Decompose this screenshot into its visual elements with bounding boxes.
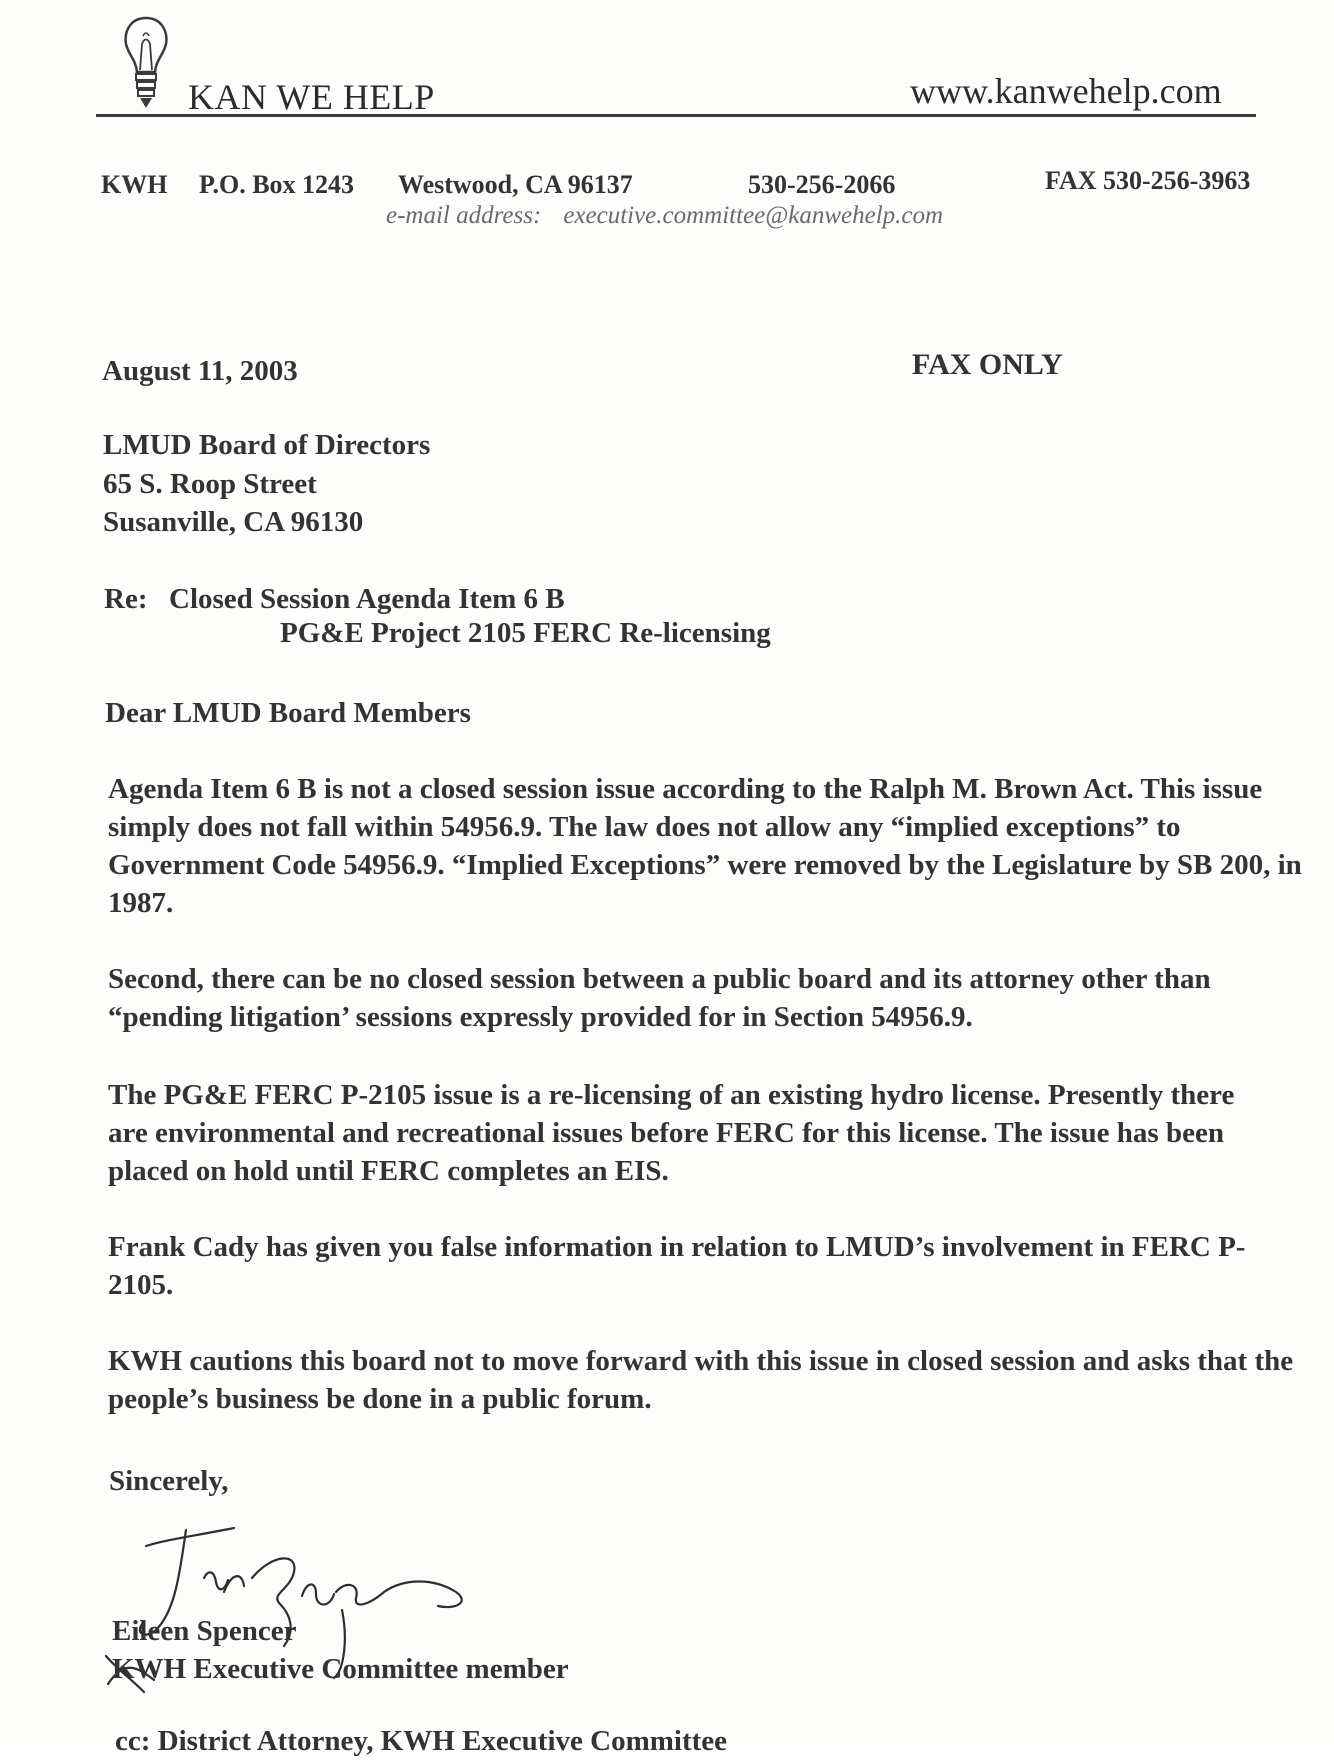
recipient-line: Susanville, CA 96130 <box>103 506 364 538</box>
org-abbr: KWH <box>101 170 168 199</box>
lightbulb-icon <box>120 14 172 114</box>
city-address: Westwood, CA 96137 <box>398 170 633 199</box>
closing: Sincerely, <box>109 1465 229 1497</box>
cc-line: cc: District Attorney, KWH Executive Committee <box>115 1725 728 1757</box>
email-address: executive.committee@kanwehelp.com <box>563 202 944 229</box>
recipient-line: 65 S. Roop Street <box>103 468 317 500</box>
fax-number: FAX 530-256-3963 <box>1045 166 1251 195</box>
body-paragraph: KWH cautions this board not to move forward with this issue in closed session and asks that the people’s business be done in a public forum. <box>108 1345 1294 1415</box>
phone-number: 530-256-2066 <box>748 170 896 199</box>
signer-name: Eileen Spencer <box>112 1615 297 1647</box>
body-paragraph: Agenda Item 6 B is not a closed session issue according to the Ralph M. Brown Act. This issue simply does not fall within 54956.9. The law does not allow any “implied exceptions” to Government Code 54956.9. “Implied Exceptions” were removed by the Legislature by SB 200, in 1987. <box>108 773 1302 919</box>
org-name: KAN WE HELP <box>188 77 435 117</box>
po-box: P.O. Box 1243 <box>199 170 355 199</box>
delivery-method: FAX ONLY <box>912 348 1063 381</box>
letterhead-rule <box>96 114 1256 117</box>
re-subject-line2: PG&E Project 2105 FERC Re-licensing <box>280 617 771 649</box>
recipient-line: LMUD Board of Directors <box>103 429 431 461</box>
re-subject-line1: Closed Session Agenda Item 6 B <box>169 583 565 615</box>
body-paragraph: Frank Cady has given you false information in relation to LMUD’s involvement in FERC P-2105. <box>108 1231 1246 1301</box>
email-label: e-mail address: <box>386 202 542 229</box>
re-label: Re: <box>104 583 148 615</box>
letter-date: August 11, 2003 <box>102 355 298 387</box>
website-url: www.kanwehelp.com <box>910 71 1222 111</box>
email-line <box>386 202 965 230</box>
body-paragraph: The PG&E FERC P-2105 issue is a re-licensing of an existing hydro license. Presently there are environmental and recreational issues before FERC for this license. The issue has been placed on hold until FERC completes an EIS. <box>108 1079 1235 1187</box>
salutation: Dear LMUD Board Members <box>105 697 471 729</box>
body-paragraph: Second, there can be no closed session between a public board and its attorney other than “pending litigation’ sessions expressly provided for in Section 54956.9. <box>108 963 1211 1033</box>
signer-title: KWH Executive Committee member <box>112 1653 569 1685</box>
